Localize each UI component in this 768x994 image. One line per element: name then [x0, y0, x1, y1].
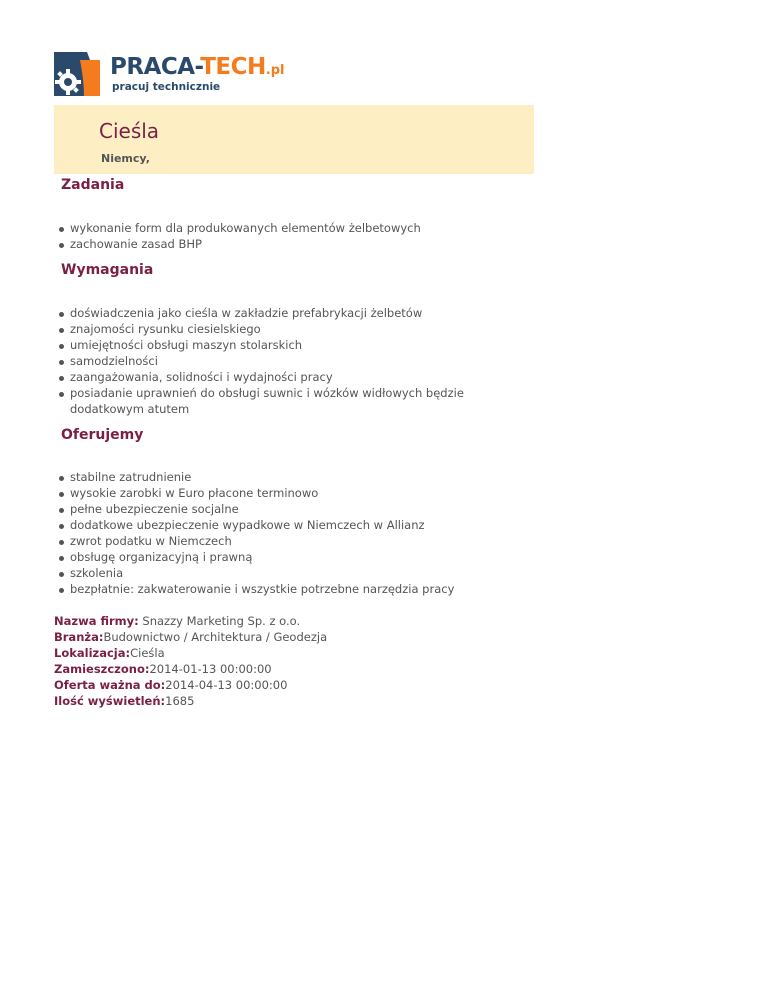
detail-location	[54, 645, 534, 661]
detail-company	[54, 613, 534, 629]
logo-brand-part2: TECH	[200, 54, 266, 80]
section-title-tasks: Zadania	[61, 177, 125, 193]
detail-value: 1685	[165, 694, 195, 708]
detail-value: 2014-04-13 00:00:00	[165, 678, 288, 692]
detail-label: Branża:	[54, 630, 104, 644]
list-item: bezpłatnie: zakwaterowanie i wszystkie potrzebne narzędzia pracy	[58, 581, 528, 597]
list-item: umiejętności obsługi maszyn stolarskich	[58, 337, 528, 353]
logo-tagline: pracuj technicznie	[112, 81, 221, 93]
detail-valid-until	[54, 677, 534, 693]
list-item: samodzielności	[58, 353, 528, 369]
list-item: dodatkowe ubezpieczenie wypadkowe w Niemczech w Allianz	[58, 517, 528, 533]
site-logo[interactable]	[54, 52, 284, 98]
detail-label: Ilość wyświetleń:	[54, 694, 166, 708]
list-item: zachowanie zasad BHP	[58, 236, 528, 252]
job-details	[54, 613, 534, 709]
list-item: wysokie zarobki w Euro płacone terminowo	[58, 485, 528, 501]
logo-brand-part1: PRACA-	[110, 54, 201, 80]
gear-logo-icon	[54, 52, 100, 96]
list-item: szkolenia	[58, 565, 528, 581]
detail-posted	[54, 661, 534, 677]
list-item: zwrot podatku w Niemczech	[58, 533, 528, 549]
detail-label: Nazwa firmy:	[54, 614, 139, 628]
section-title-requirements: Wymagania	[61, 262, 154, 278]
requirements-list	[58, 305, 528, 417]
logo-wordmark	[110, 54, 284, 84]
detail-industry	[54, 629, 534, 645]
logo-brand-suffix: .pl	[265, 63, 285, 78]
detail-value: Cieśla	[130, 646, 165, 660]
list-item: doświadczenia jako cieśla w zakładzie prefabrykacji żelbetów	[58, 305, 528, 321]
detail-value: Budownictwo / Architektura / Geodezja	[103, 630, 328, 644]
detail-label: Zamieszczono:	[54, 662, 150, 676]
detail-value: 2014-01-13 00:00:00	[149, 662, 272, 676]
job-location: Niemcy,	[101, 152, 150, 165]
job-header	[54, 105, 534, 174]
list-item: posiadanie uprawnień do obsługi suwnic i wózków widłowych będzie dodatkowym atutem	[58, 385, 528, 417]
list-item: stabilne zatrudnienie	[58, 469, 528, 485]
list-item: wykonanie form dla produkowanych elementów żelbetowych	[58, 220, 528, 236]
tasks-list	[58, 220, 528, 252]
section-title-offer: Oferujemy	[61, 427, 144, 443]
list-item: zaangażowania, solidności i wydajności pracy	[58, 369, 528, 385]
detail-label: Oferta ważna do:	[54, 678, 166, 692]
list-item: znajomości rysunku ciesielskiego	[58, 321, 528, 337]
detail-views	[54, 693, 534, 709]
job-title: Cieśla	[99, 119, 160, 143]
list-item: obsługę organizacyjną i prawną	[58, 549, 528, 565]
detail-value: Snazzy Marketing Sp. z o.o.	[138, 614, 301, 628]
offer-list	[58, 469, 528, 597]
list-item: pełne ubezpieczenie socjalne	[58, 501, 528, 517]
detail-label: Lokalizacja:	[54, 646, 131, 660]
